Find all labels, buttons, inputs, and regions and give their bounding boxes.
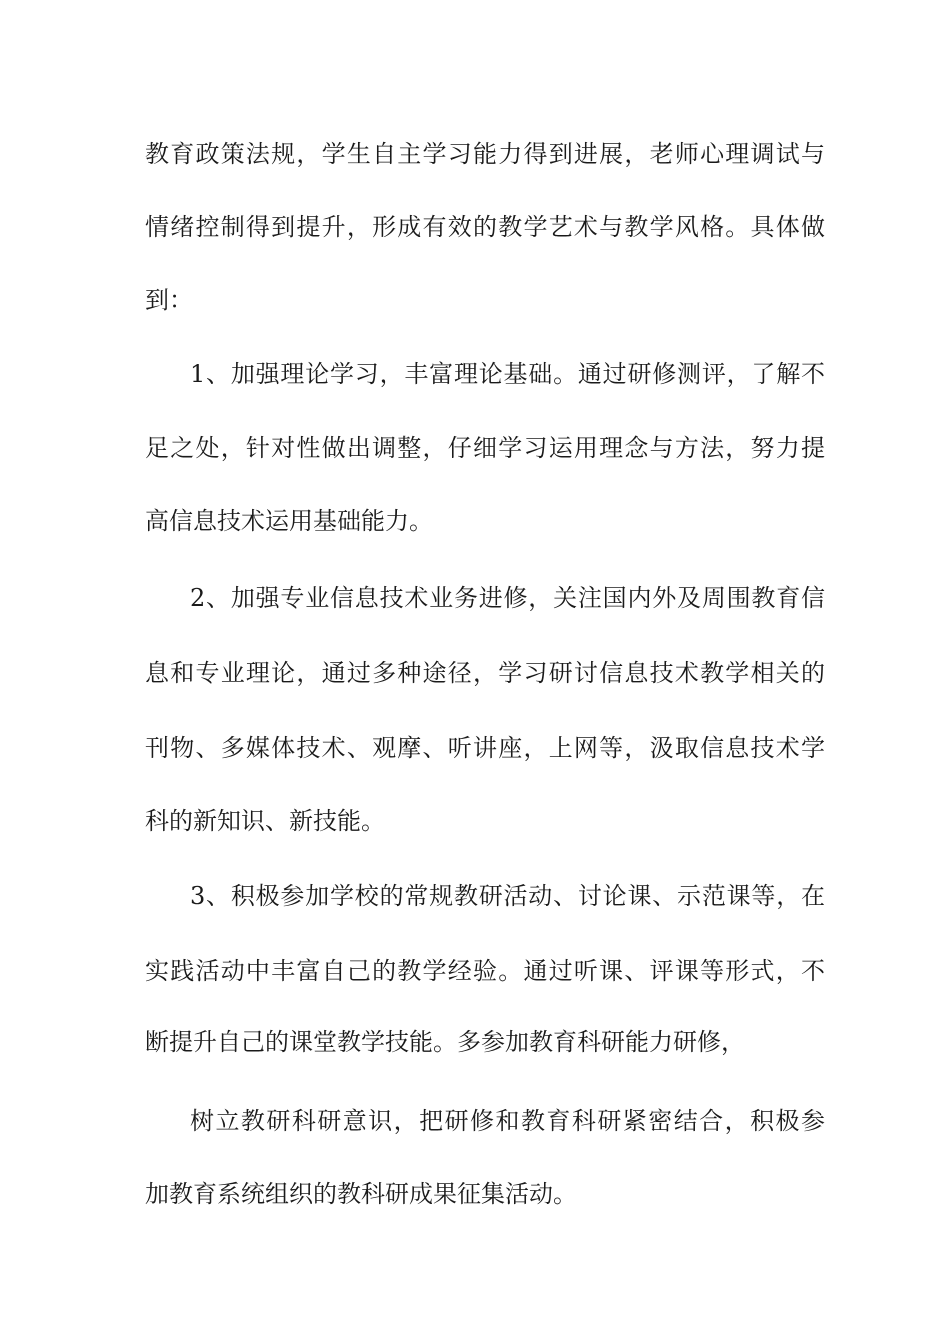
text-line: 足之处，针对性做出调整，仔细学习运用理念与方法，努力提 <box>145 434 825 462</box>
text-line: 情绪控制得到提升，形成有效的教学艺术与教学风格。具体做 <box>145 213 825 241</box>
text-line: 高信息技术运用基础能力。 <box>145 507 433 535</box>
text-line: 2、加强专业信息技术业务进修，关注国内外及周围教育信 <box>190 584 825 612</box>
text-line: 科的新知识、新技能。 <box>145 807 385 835</box>
text-line: 教育政策法规，学生自主学习能力得到进展，老师心理调试与 <box>145 140 825 168</box>
text-line: 1、加强理论学习，丰富理论基础。通过研修测评，了解不 <box>190 360 825 388</box>
text-line: 断提升自己的课堂教学技能。多参加教育科研能力研修， <box>145 1028 745 1056</box>
text-line: 刊物、多媒体技术、观摩、听讲座，上网等，汲取信息技术学 <box>145 734 825 762</box>
text-line: 3、积极参加学校的常规教研活动、讨论课、示范课等，在 <box>190 882 825 910</box>
text-line: 实践活动中丰富自己的教学经验。通过听课、评课等形式，不 <box>145 957 825 985</box>
text-line: 息和专业理论，通过多种途径，学习研讨信息技术教学相关的 <box>145 659 825 687</box>
text-line: 到： <box>145 286 193 314</box>
text-line: 加教育系统组织的教科研成果征集活动。 <box>145 1180 577 1208</box>
text-line: 树立教研科研意识，把研修和教育科研紧密结合，积极参 <box>190 1107 825 1135</box>
